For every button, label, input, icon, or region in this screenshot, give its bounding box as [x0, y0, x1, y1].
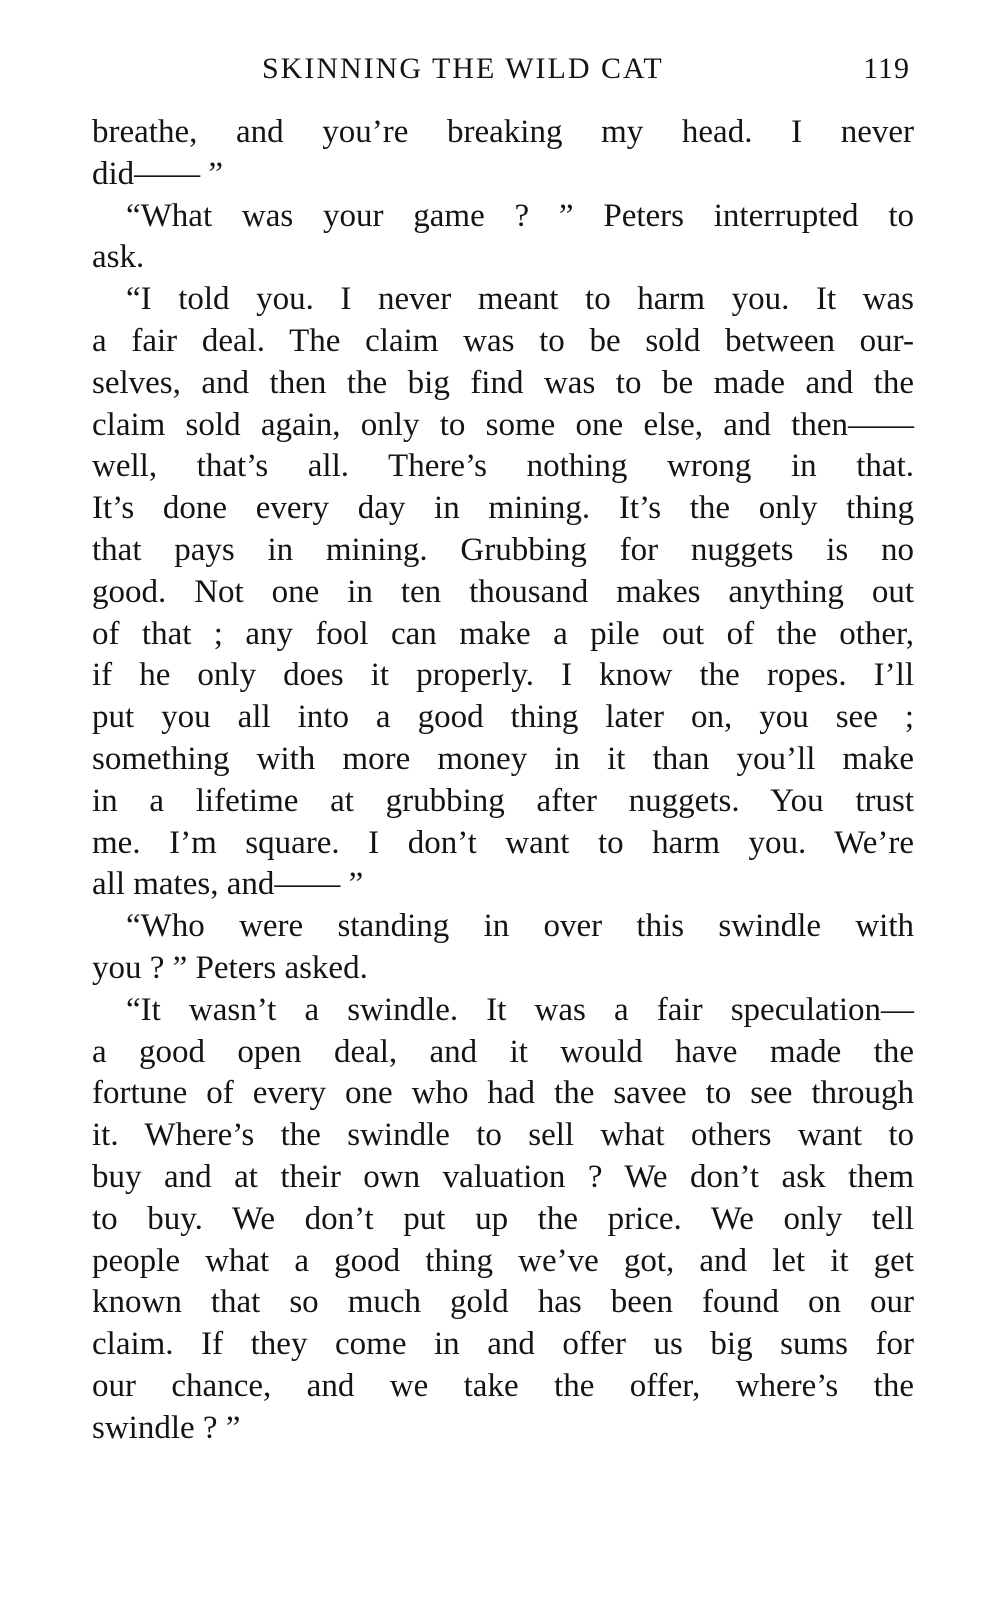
text-line: fortune of every one who had the savee to see through — [92, 1075, 914, 1112]
text-line: claim. If they come in and offer us big sums for — [92, 1326, 914, 1363]
text-line: to buy. We don’t put up the price. We only tell — [92, 1200, 914, 1237]
text-line: it. Where’s the swindle to sell what others want to — [92, 1117, 914, 1154]
text-line: ask. — [92, 239, 145, 276]
text-line: in a lifetime at grubbing after nuggets. You trust — [92, 782, 914, 819]
text-line: put you all into a good thing later on, you see ; — [92, 699, 914, 736]
text-line: if he only does it properly. I know the ropes. I’ll — [92, 657, 914, 694]
text-line: buy and at their own valuation ? We don’t ask them — [92, 1158, 914, 1195]
text-line: a good open deal, and it would have made the — [92, 1033, 914, 1070]
text-line: selves, and then the big find was to be made and the — [92, 364, 914, 401]
text-line: of that ; any fool can make a pile out of the other, — [92, 615, 914, 652]
text-line: breathe, and you’re breaking my head. I never — [92, 114, 914, 150]
text-line: swindle ? ” — [92, 1409, 241, 1446]
text-line: something with more money in it than you’ll make — [92, 740, 914, 777]
text-line: people what a good thing we’ve got, and let it get — [92, 1242, 914, 1279]
text-line: It’s done every day in mining. It’s the only thing — [92, 490, 914, 527]
text-line: good. Not one in ten thousand makes anything out — [92, 573, 914, 610]
text-line: “Who were standing in over this swindle with — [126, 908, 914, 945]
page-number: 119 — [863, 52, 910, 85]
text-line: a fair deal. The claim was to be sold between our- — [92, 322, 914, 359]
text-line: “It wasn’t a swindle. It was a fair speculation— — [126, 991, 914, 1028]
text-line: “What was your game ? ” Peters interrupted to — [126, 197, 914, 234]
running-title: SKINNING THE WILD CAT — [262, 52, 664, 85]
text-line: “I told you. I never meant to harm you. It was — [126, 281, 914, 318]
text-line: did—— ” — [92, 155, 224, 192]
text-line: our chance, and we take the offer, where’s the — [92, 1367, 914, 1404]
running-head — [92, 52, 914, 96]
text-line: well, that’s all. There’s nothing wrong in that. — [92, 448, 914, 485]
body-text — [92, 112, 914, 1450]
text-line: me. I’m square. I don’t want to harm you. We’re — [92, 824, 914, 861]
text-line: you ? ” Peters asked. — [92, 949, 368, 986]
text-line: claim sold again, only to some one else, and then—— — [92, 406, 914, 443]
text-line: that pays in mining. Grubbing for nuggets is no — [92, 531, 914, 568]
text-line: known that so much gold has been found on our — [92, 1284, 914, 1321]
text-line: all mates, and—— ” — [92, 866, 364, 903]
